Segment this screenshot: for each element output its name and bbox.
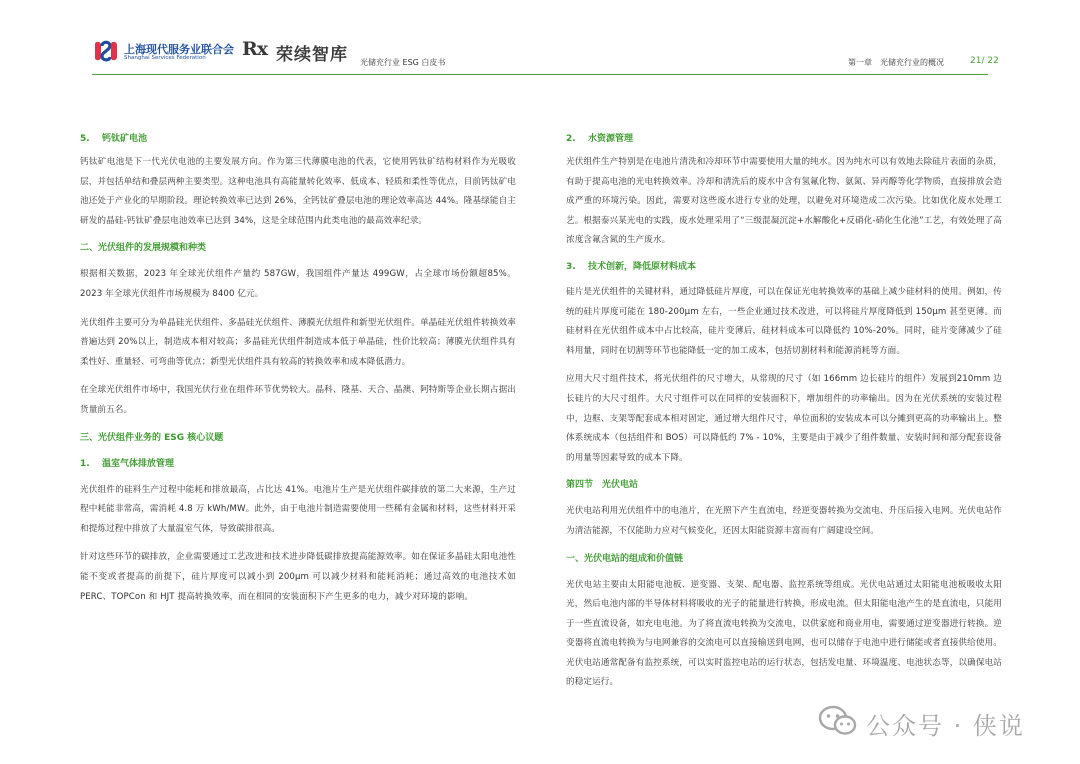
paragraph: 光伏电站主要由太阳能电池板、逆变器、支架、配电器、监控系统等组成。光伏电站通过太阳能电池板吸收太阳光，然后电池内部的半导体材料将吸收的光子的能量进行转换，形成电流。但太阳能电池产生的是直流电，只能用于一些直流设备，如充电电池。为了将直流电转换为交流电，以供家庭和商业用电，需要通过逆变器进行转换。逆变器将直流电转换为与电网兼容的交流电可以直接输送到电网，也可以储存于电池中进行储能或者直接供给使用。光伏电站通常配备有监控系统，可以实时监控电站的运行状态，包括发电量、环境温度、电池状态等，以确保电站的稳定运行。 [566, 579, 1002, 688]
left-column [80, 130, 516, 607]
paragraph: 应用大尺寸组件技术，将光伏组件的尺寸增大，从常规的尺寸（如 166mm 边长硅片的组件）发展到210mm 边长硅片的大尺寸组件。大尺寸组件可以在同样的安装面积下，增加组件的功率输出。因为在光伏系统的安装过程中，边框、支架等配套成本相对固定，通过增大组件尺寸，单位面积的安装成本可以分摊到更高的功率输出上。整体系统成本（包括组件和 BOS）可以降低约 7% - 10%，主要是由于减少了组件数量、安装时间和部分配套设备的用量等因素导致的成本下降。 [566, 374, 1002, 463]
page-header [0, 0, 1080, 80]
paragraph: 钙钛矿电池是下一代光伏电池的主要发展方向。作为第三代薄膜电池的代表，它使用钙钛矿结构材料作为光吸收层，并包括单结和叠层两种主要类型。这种电池具有高能量转化效率、低成本、轻质和柔性等优点，目前钙钛矿电池还处于产业化的早期阶段。理论转换效率已达到 26%，全钙钛矿叠层电池的理论效率高达 44%。隆基绿能自主研发的晶硅-钙钛矿叠层电池效率已达到 34%，这是全球范围内此类电池的最高效率纪录。 [80, 157, 516, 226]
ssf-logo-icon [92, 40, 120, 62]
brand-logo [242, 37, 352, 67]
paragraph: 根据相关数据，2023 年全球光伏组件产量约 587GW，我国组件产量达 499GW，占全球市场份额超85%。2023 年全球光伏组件市场规模为 8400 亿元。 [80, 269, 516, 299]
brand-name: 荣续智库 [276, 45, 348, 65]
wechat-icon [818, 704, 858, 738]
right-column [566, 130, 1002, 693]
section-heading [566, 258, 1002, 276]
paragraph: 光伏电站利用光伏组件中的电池片，在光照下产生直流电，经逆变器转换为交流电、升压后接入电网。光伏电站作为清洁能源，不仅能助力应对气候变化，还因太阳能资源丰富而有广阔建设空间。 [566, 506, 1002, 536]
paragraph: 针对这些环节的碳排放，企业需要通过工艺改进和技术进步降低碳排放提高能源效率。如在保证多晶硅太阳电池性能不变或者提高的前提下，硅片厚度可以减小到 200μm 可以减少材料和能耗消耗；通过高效的电池技术如 PERC、TOPCon 和 HJT 提高转换效率，而在相同的安装面积下产生更多的电力，减少对环境的影响。 [80, 552, 516, 602]
page-number: 21/ 22 [970, 56, 999, 66]
section-heading [566, 130, 1002, 148]
section-number: 3. [566, 261, 576, 272]
section-heading [80, 130, 516, 148]
document-title: 光储充行业 ESG 白皮书 [360, 58, 446, 67]
paragraph: 在全球光伏组件市场中，我国光伏行业在组件环节优势较大。晶科、隆基、天合、晶澳、阿特斯等企业长期占据出货量前五名。 [80, 385, 516, 415]
paragraph: 光伏组件生产特别是在电池片清洗和冷却环节中需要使用大量的纯水。因为纯水可以有效地去除硅片表面的杂质，有助于提高电池的光电转换效率。冷却和清洗后的废水中含有氢氟化物、氨氮、异丙醇等化学物质，直接排放会造成严重的环境污染。因此，需要对这些废水进行专业的处理，以避免对环境造成二次污染。比如优化废水处理工艺。根据泰兴某光电的实践，废水处理采用了“三级混凝沉淀+水解酸化+反硝化-硝化生化池”工艺，有效处理了高浓度含氟含氮的生产废水。 [566, 157, 1002, 246]
chapter-title: 第一章 光储充行业的概况 [848, 58, 944, 67]
wechat-watermark [818, 702, 1058, 742]
section-heading: 三、光伏组件业务的 ESG 核心议题 [80, 432, 224, 443]
brand-logo-mark [242, 38, 267, 60]
ssf-logo-cn: 上海现代服务业联合会 [124, 43, 234, 56]
section-title: 钙钛矿电池 [102, 134, 148, 144]
section-number: 1. [80, 458, 90, 469]
section-number: 5. [80, 134, 90, 144]
section-title: 技术创新，降低原材料成本 [588, 261, 697, 272]
section-title: 水资源管理 [588, 134, 634, 144]
brand-mark-text: Rx [242, 38, 268, 60]
header-divider [92, 74, 988, 75]
paragraph: 硅片是光伏组件的关键材料，通过降低硅片厚度，可以在保证光电转换效率的基础上减少硅材料的使用。例如，传统的硅片厚度可能在 180-200μm 左右，一些企业通过技术改进，可以将硅片厚度降低到 150μm 甚至更薄。而硅材料在光伏组件成本中占比较高，硅片变薄后，硅材料成本可以降低约 10%-20%。同时，硅片变薄减少了硅料用量，同时在切割等环节也能降低一定的加工成本，包括切割材料和能源消耗等方面。 [566, 286, 1002, 356]
section-heading: 一、光伏电站的组成和价值链 [566, 553, 684, 564]
section-heading: 二、光伏组件的发展规模和种类 [80, 243, 207, 254]
ssf-logo [92, 38, 242, 68]
paragraph: 光伏组件主要可分为单晶硅光伏组件、多晶硅光伏组件、薄膜光伏组件和新型光伏组件。单晶硅光伏组件转换效率普遍达到 20%以上，制造成本相对较高；多晶硅光伏组件制造成本低于单晶硅，性价比较高；薄膜光伏组件具有柔性好、重量轻、可弯曲等优点；新型光伏组件具有较高的转换效率和成本降低潜力。 [80, 317, 516, 367]
paragraph: 光伏组件的硅料生产过程中能耗和排放最高，占比达 41%。电池片生产是光伏组件碳排放的第二大来源，生产过程中耗能非常高，需消耗 4.8 万 kWh/MW。此外，由于电池片制造需要使用一些稀有金属和材料，这些材料开采和提炼过程中排放了大量温室气体，导致碳排很高。 [80, 484, 516, 534]
watermark-text: 公众号 · 侠说 [866, 712, 1025, 740]
section-number: 2. [566, 134, 576, 144]
ssf-logo-en: Shanghai Services Federation [124, 55, 206, 61]
section-heading: 第四节 光伏电站 [566, 480, 639, 491]
section-heading [80, 455, 516, 473]
section-title: 温室气体排放管理 [102, 458, 175, 469]
